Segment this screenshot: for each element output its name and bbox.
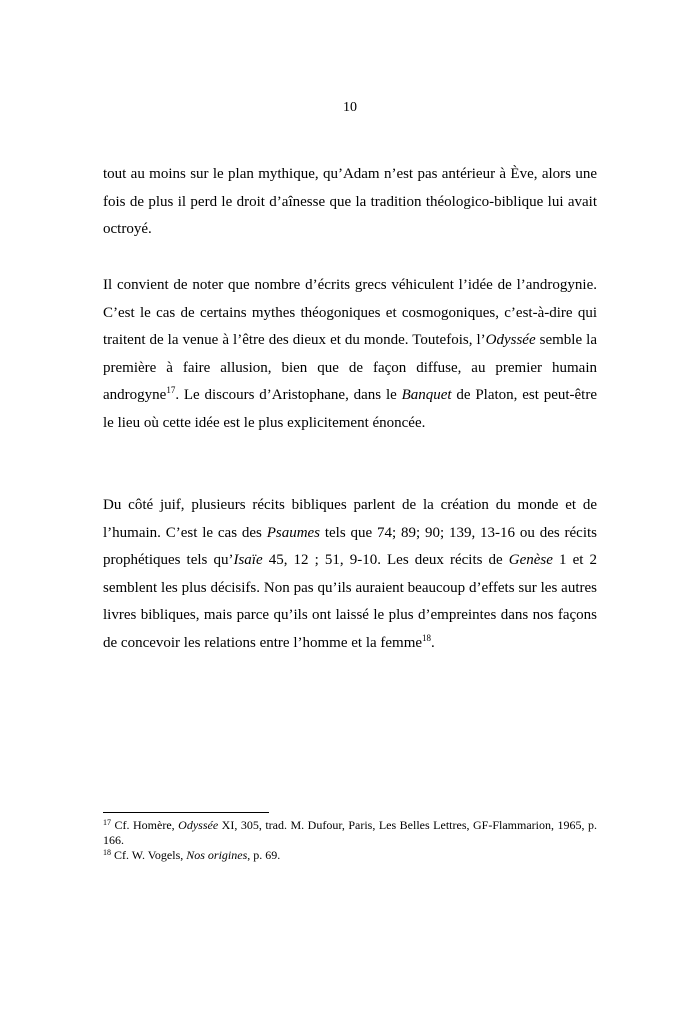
text-run: 45, 12 ; 51, 9-10. Les deux récits de xyxy=(262,552,509,568)
text-run: semble la première à faire allusion, bien que de façon diffuse, au premier humain androgyne xyxy=(103,332,597,403)
italic-text: Odyssée xyxy=(485,332,536,348)
italic-text: Psaumes xyxy=(266,524,321,541)
footnote-18 xyxy=(103,848,597,863)
text-run: Cf. Homère, xyxy=(111,818,179,832)
text-run: Il convient de noter que nombre d’écrits grecs véhiculent l’idée de l’androgynie. C’est le cas de certains mythes théogoniques et cosmogoniques, c’est-à-dire qui traitent de la venue à l’être des dieux et du monde. Toutefois, l’ xyxy=(103,277,597,348)
text-run: de Platon, est peut-être le lieu où cette idée est le plus explicitement énoncée. xyxy=(103,387,597,431)
text-run: Du côté juif, plusieurs récits bibliques parlent de la création du monde et de l’humain. C’est le cas des xyxy=(103,497,597,541)
text-run: Cf. W. Vogels, xyxy=(111,848,187,862)
page-number: 10 xyxy=(343,100,357,115)
paragraph-3 xyxy=(103,492,597,657)
footnote-separator xyxy=(103,812,269,813)
italic-text: Banquet xyxy=(401,387,452,403)
text-run: 1 et 2 semblent les plus décisifs. Non pas qu’ils auraient beaucoup d’effets sur les autres livres bibliques, mais parce qu’ils ont laissé le plus d’empreintes dans nos façons de concevoir les relations entre l’homme et la femme xyxy=(103,552,597,651)
footnote-reference: 17 xyxy=(166,385,176,395)
text-run: . Le discours d’Aristophane, dans le xyxy=(175,387,402,403)
paragraph-1 xyxy=(103,161,597,244)
italic-text: Nos origines xyxy=(186,848,248,862)
text-run: , p. 69. xyxy=(247,848,281,862)
text-run: . xyxy=(431,634,435,651)
italic-text: Odyssée xyxy=(178,818,219,832)
text-run: tout au moins sur le plan mythique, qu’Adam n’est pas antérieur à Ève, alors une fois de plus il perd le droit d’aînesse que la tradition théologico-biblique lui avait octroyé. xyxy=(103,166,597,237)
text-run: XI, 305, trad. M. Dufour, Paris, Les Belles Lettres, GF-Flammarion, 1965, p. 166. xyxy=(103,818,598,847)
footnote-reference: 17 xyxy=(103,818,111,827)
text-run: tels que 74; 89; 90; 139, 13-16 ou des récits prophétiques tels qu’ xyxy=(103,524,597,568)
italic-text: Isaïe xyxy=(233,552,263,568)
footnote-reference: 18 xyxy=(103,848,111,857)
italic-text: Genèse xyxy=(508,552,553,568)
paragraph-2 xyxy=(103,272,597,437)
footnote-reference: 18 xyxy=(422,632,432,643)
footnote-17 xyxy=(103,818,597,848)
footnotes xyxy=(103,818,597,863)
